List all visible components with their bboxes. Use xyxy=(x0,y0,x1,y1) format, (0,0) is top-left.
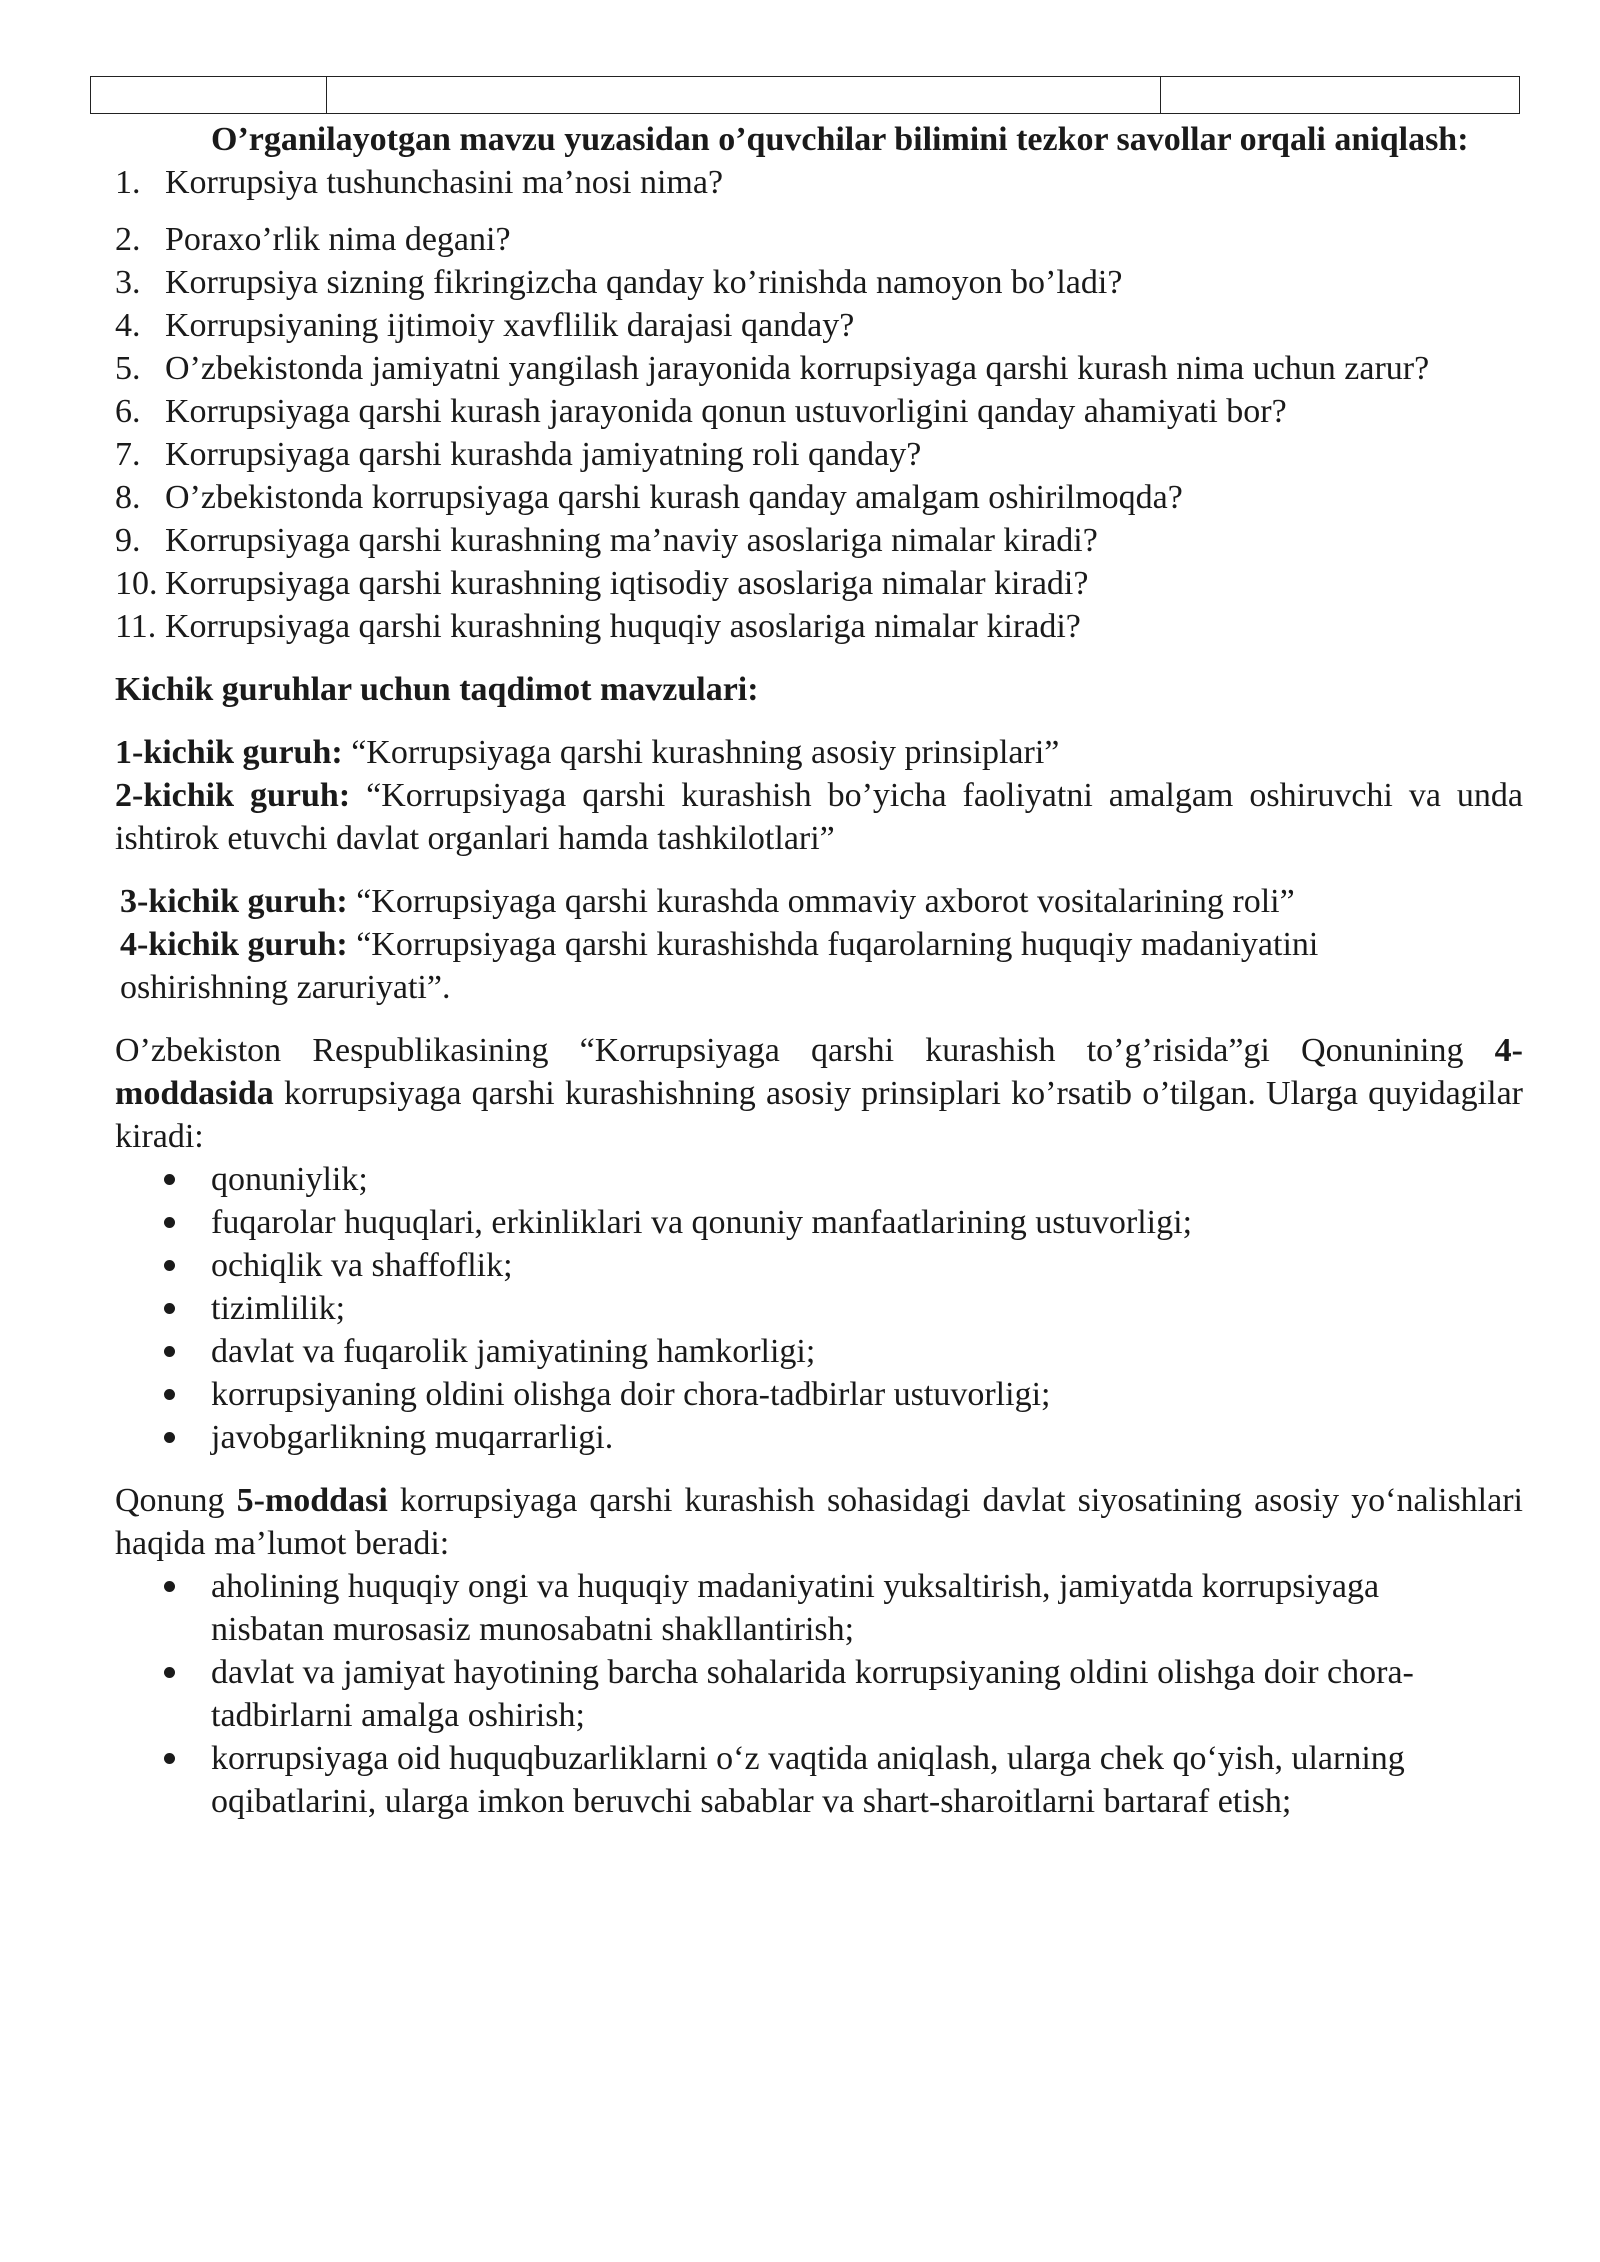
item-text: Korrupsiyaga qarshi kurash jarayonida qonun ustuvorligini qanday ahamiyati bor? xyxy=(165,393,1287,430)
group-label: 4-kichik guruh: xyxy=(120,926,348,963)
article-ref: 5-moddasi xyxy=(236,1482,388,1519)
list-item xyxy=(163,1330,1523,1373)
list-item xyxy=(115,562,1523,605)
group-list-a xyxy=(115,731,1523,860)
table-cell xyxy=(91,77,327,113)
group-item xyxy=(120,880,1523,923)
group-topic: “Korrupsiyaga qarshi kurashning asosiy prinsiplari” xyxy=(342,734,1060,771)
item-text: tizimlilik; xyxy=(211,1290,346,1327)
item-number: 5. xyxy=(115,350,141,387)
bullet-icon xyxy=(163,1737,211,1823)
list-item xyxy=(115,347,1523,390)
bullet-icon xyxy=(163,1416,211,1459)
list-item xyxy=(115,218,1523,261)
principles-list xyxy=(115,1158,1523,1459)
group-label: 3-kichik guruh: xyxy=(120,883,348,920)
list-item xyxy=(115,390,1523,433)
group-label: 1-kichik guruh: xyxy=(115,734,343,771)
group-item xyxy=(115,731,1523,774)
group-topic: “Korrupsiyaga qarshi kurashish bo’yicha faoliyatni amalgam oshiruvchi va unda ishtirok etuvchi davlat organlari hamda tashkilotlari” xyxy=(115,777,1523,857)
group-topic: “Korrupsiyaga qarshi kurashishda fuqarolarning huquqiy madaniyatini oshirishning zaruriyati”. xyxy=(120,926,1319,1006)
item-number: 7. xyxy=(115,436,141,473)
list-item xyxy=(163,1737,1453,1823)
header-table xyxy=(90,76,1520,114)
article4-paragraph: O’zbekiston Respublikasining “Korrupsiyaga qarshi kurashish to’g’risida”gi Qonunining 4-moddasida korrupsiyaga qarshi kurashishning asosiy prinsiplari ko’rsatib o’tilgan. Ularga quyidagilar kiradi: xyxy=(115,1032,1523,1155)
bullet-icon xyxy=(163,1287,211,1330)
group-label: 2-kichik guruh: xyxy=(115,777,351,814)
bullet-icon xyxy=(163,1651,211,1737)
item-text: davlat va jamiyat hayotining barcha sohalarida korrupsiyaning oldini olishga doir chora-tadbirlarni amalga oshirish; xyxy=(211,1654,1414,1734)
item-number: 1. xyxy=(115,164,141,201)
list-item xyxy=(163,1287,1523,1330)
group-item xyxy=(120,923,1523,1009)
item-number: 9. xyxy=(115,522,141,559)
list-item xyxy=(115,261,1523,304)
list-item xyxy=(115,476,1523,519)
question-list xyxy=(115,161,1523,648)
item-text: Korrupsiya tushunchasini ma’nosi nima? xyxy=(165,164,724,201)
table-cell xyxy=(327,77,1161,113)
item-text: Korrupsiyaning ijtimoiy xavflilik darajasi qanday? xyxy=(165,307,855,344)
article-ref: 4-moddasida xyxy=(115,1032,1523,1112)
groups-heading: Kichik guruhlar uchun taqdimot mavzulari: xyxy=(115,671,759,708)
section-heading: O’rganilayotgan mavzu yuzasidan o’quvchilar bilimini tezkor savollar orqali aniqlash: xyxy=(211,121,1469,158)
item-text: Korrupsiyaga qarshi kurashda jamiyatning roli qanday? xyxy=(165,436,922,473)
item-text: Korrupsiyaga qarshi kurashning huquqiy asoslariga nimalar kiradi? xyxy=(165,608,1081,645)
item-text: korrupsiyaning oldini olishga doir chora-tadbirlar ustuvorligi; xyxy=(211,1376,1051,1413)
list-item xyxy=(115,161,1523,204)
bullet-icon xyxy=(163,1201,211,1244)
directions-list xyxy=(115,1565,1523,1823)
item-text: aholining huquqiy ongi va huquqiy madaniyatini yuksaltirish, jamiyatda korrupsiyaga nisbatan murosasiz munosabatni shakllantirish; xyxy=(211,1568,1380,1648)
article5-paragraph: Qonung 5-moddasi korrupsiyaga qarshi kurashish sohasidagi davlat siyosatining asosiy yo‘nalishlari haqida ma’lumot beradi: xyxy=(115,1482,1523,1562)
list-item xyxy=(163,1244,1523,1287)
item-number: 11. xyxy=(115,608,157,645)
list-item xyxy=(163,1651,1453,1737)
item-number: 4. xyxy=(115,307,141,344)
item-text: javobgarlikning muqarrarligi. xyxy=(211,1419,614,1456)
item-text: davlat va fuqarolik jamiyatining hamkorligi; xyxy=(211,1333,816,1370)
item-text: O’zbekistonda jamiyatni yangilash jarayonida korrupsiyaga qarshi kurash nima uchun zarur? xyxy=(165,350,1430,387)
bullet-icon xyxy=(163,1565,211,1651)
item-text: Korrupsiyaga qarshi kurashning iqtisodiy asoslariga nimalar kiradi? xyxy=(165,565,1089,602)
item-number: 10. xyxy=(115,565,158,602)
list-item xyxy=(115,605,1523,648)
list-item xyxy=(163,1373,1523,1416)
table-cell xyxy=(1161,77,1519,113)
bullet-icon xyxy=(163,1244,211,1287)
document-body xyxy=(115,118,1523,1823)
item-number: 6. xyxy=(115,393,141,430)
bullet-icon xyxy=(163,1158,211,1201)
item-text: fuqarolar huquqlari, erkinliklari va qonuniy manfaatlarining ustuvorligi; xyxy=(211,1204,1193,1241)
list-item xyxy=(115,433,1523,476)
group-list-b xyxy=(115,880,1523,1009)
list-item xyxy=(163,1416,1523,1459)
item-text: ochiqlik va shaffoflik; xyxy=(211,1247,513,1284)
bullet-icon xyxy=(163,1373,211,1416)
item-number: 8. xyxy=(115,479,141,516)
list-item xyxy=(163,1201,1523,1244)
list-item xyxy=(115,519,1523,562)
item-text: Korrupsiyaga qarshi kurashning ma’naviy asoslariga nimalar kiradi? xyxy=(165,522,1098,559)
item-text: korrupsiyaga oid huquqbuzarliklarni o‘z vaqtida aniqlash, ularga chek qo‘yish, ularning oqibatlarini, ularga imkon beruvchi sabablar va shart-sharoitlarni bartaraf etish; xyxy=(211,1740,1405,1820)
group-item xyxy=(115,774,1523,860)
item-text: qonuniylik; xyxy=(211,1161,368,1198)
item-number: 2. xyxy=(115,221,141,258)
item-text: Korrupsiya sizning fikringizcha qanday ko’rinishda namoyon bo’ladi? xyxy=(165,264,1123,301)
item-text: Poraxo’rlik nima degani? xyxy=(165,221,511,258)
group-topic: “Korrupsiyaga qarshi kurashda ommaviy axborot vositalarining roli” xyxy=(347,883,1295,920)
list-item xyxy=(115,304,1523,347)
list-item xyxy=(163,1158,1523,1201)
item-text: O’zbekistonda korrupsiyaga qarshi kurash qanday amalgam oshirilmoqda? xyxy=(165,479,1183,516)
list-item xyxy=(163,1565,1453,1651)
bullet-icon xyxy=(163,1330,211,1373)
item-number: 3. xyxy=(115,264,141,301)
